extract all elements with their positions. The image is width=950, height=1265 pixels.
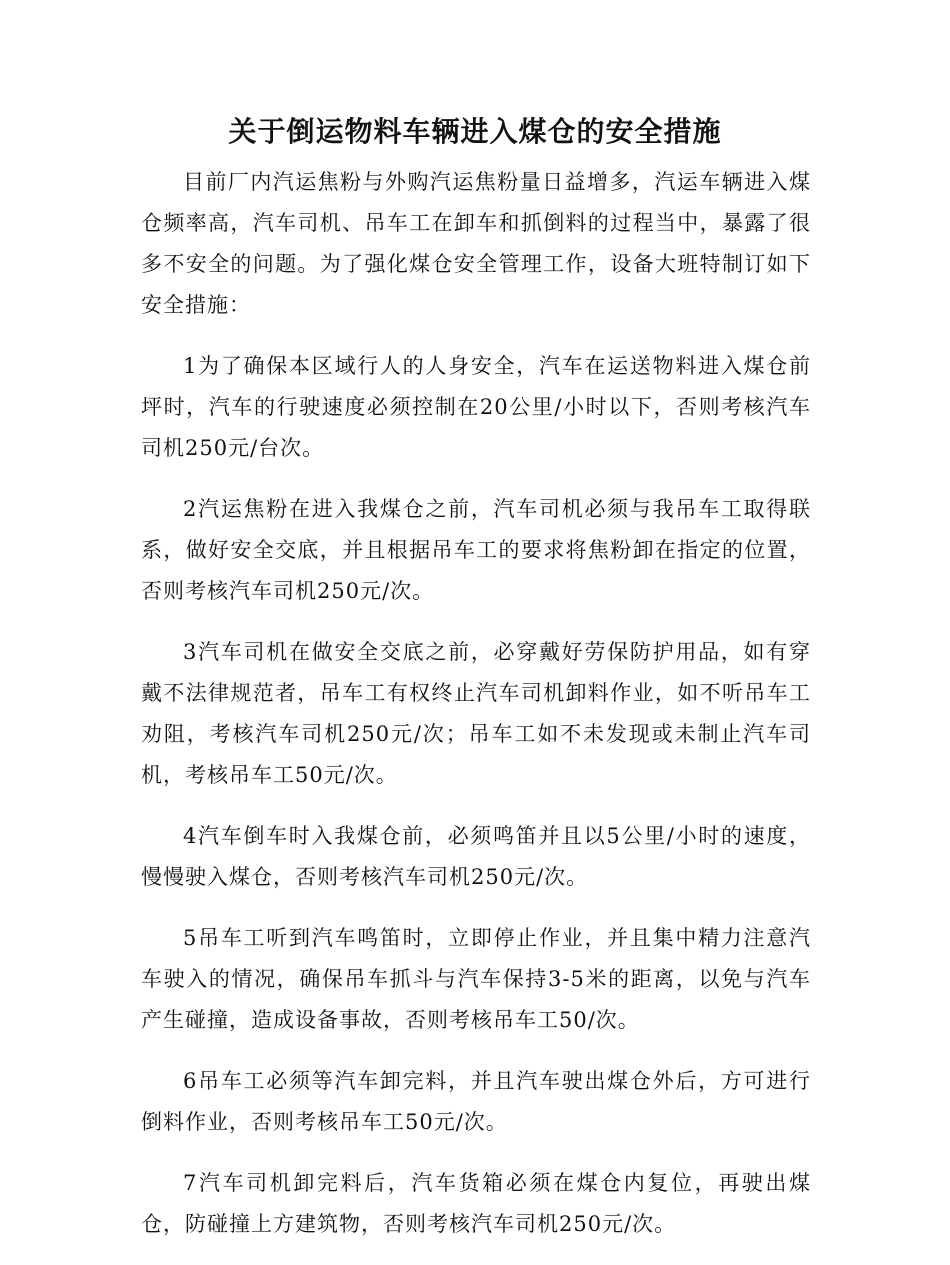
intro-paragraph: 目前厂内汽运焦粉与外购汽运焦粉量日益增多，汽运车辆进入煤仓频率高，汽车司机、吊车工在卸车和抓倒料的过程当中，暴露了很多不安全的问题。为了强化煤仓安全管理工作，设备大班特制订如下安全措施： [141, 170, 811, 317]
measure-paragraph-3: 3汽车司机在做安全交底之前，必穿戴好劳保防护用品，如有穿戴不法律规范者，吊车工有权终止汽车司机卸料作业，如不听吊车工劝阻，考核汽车司机250元/次；吊车工如不未发现或未制止汽车司机，考核吊车工50元/次。 [141, 640, 811, 787]
measure-paragraph-5: 5吊车工听到汽车鸣笛时，立即停止作业，并且集中精力注意汽车驶入的情况，确保吊车抓斗与汽车保持3-5米的距离，以免与汽车产生碰撞，造成设备事故，否则考核吊车工50/次。 [141, 926, 811, 1032]
measure-paragraph-4: 4汽车倒车时入我煤仓前，必须鸣笛并且以5公里/小时的速度，慢慢驶入煤仓，否则考核汽车司机250元/次。 [141, 824, 811, 889]
document-body [141, 162, 811, 1265]
measure-paragraph-6: 6吊车工必须等汽车卸完料，并且汽车驶出煤仓外后，方可进行倒料作业，否则考核吊车工50元/次。 [141, 1069, 811, 1134]
document-title: 关于倒运物料车辆进入煤仓的安全措施 [228, 115, 722, 148]
measure-paragraph-1: 1为了确保本区域行人的人身安全，汽车在运送物料进入煤仓前坪时，汽车的行驶速度必须控制在20公里/小时以下，否则考核汽车司机250元/台次。 [141, 354, 811, 460]
measure-paragraph-2: 2汽运焦粉在进入我煤仓之前，汽车司机必须与我吊车工取得联系，做好安全交底，并且根据吊车工的要求将焦粉卸在指定的位置，否则考核汽车司机250元/次。 [141, 497, 811, 603]
measure-paragraph-7: 7汽车司机卸完料后，汽车货箱必须在煤仓内复位，再驶出煤仓，防碰撞上方建筑物，否则考核汽车司机250元/次。 [141, 1171, 811, 1236]
